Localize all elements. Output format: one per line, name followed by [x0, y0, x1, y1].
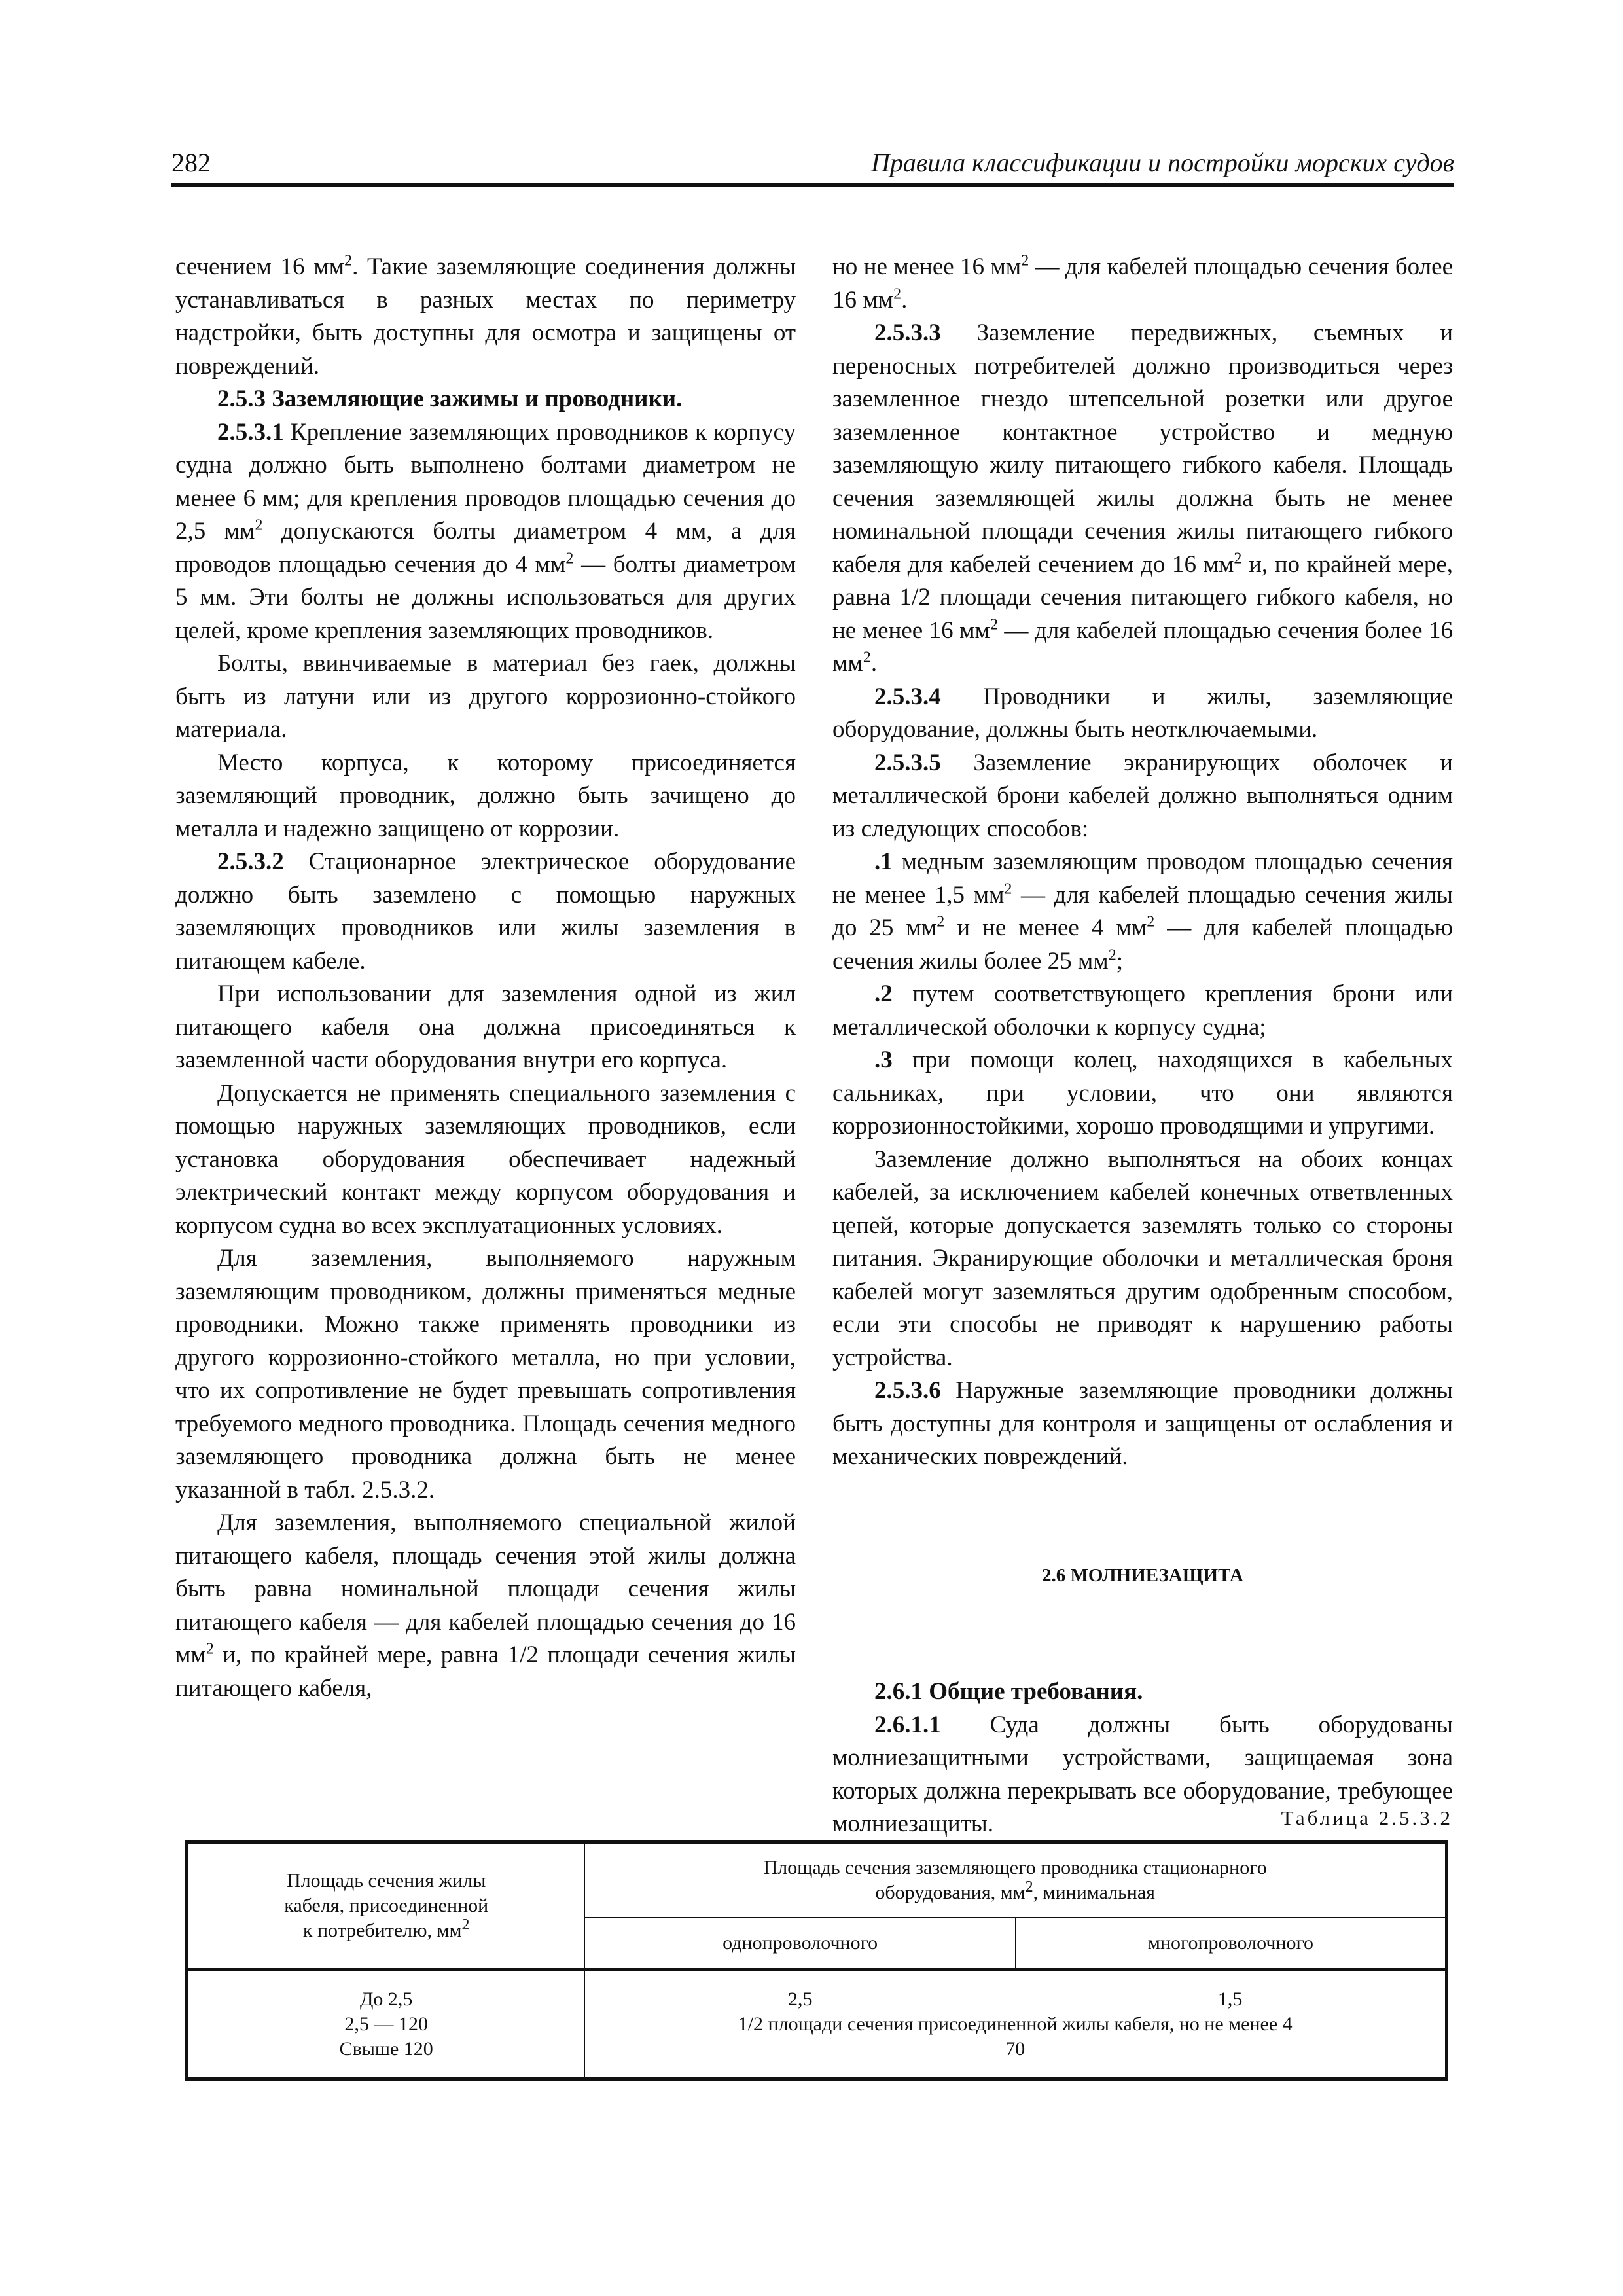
left-column [175, 251, 796, 1705]
table-2-5-3-2 [185, 1840, 1448, 2081]
clause-2-5-3-1: 2.5.3.1 Крепление заземляющих проводников к корпусу судна должно быть выполнено болтами диаметром не менее 6 мм; для крепления проводов площадью сечения до 2,5 $мм^2$ допускаются болты диаметром 4 мм, а для проводов площадью сечения до 4 $мм^2$ — болты диаметром 5 мм. Эти болты не должны использоваться для других целей, кроме крепления заземляющих проводников. [175, 418, 796, 644]
table-caption: Таблица 2.5.3.2 [1281, 1806, 1453, 1829]
list-item: .3 при помощи колец, находящихся в кабельных сальниках, при условии, что они являются коррозионностойкими, хорошо проводящими и упругими. [832, 1047, 1453, 1139]
paragraph: сечением 16 $мм^2$. Такие заземляющие соединения должны устанавливаться в разных местах по периметру надстройки, быть доступны для осмотра и защищены от повреждений. [175, 252, 796, 380]
paragraph: Допускается не применять специального заземления с помощью наружных заземляющих проводников, если установка оборудования обеспечивает надежный электрический контакт между корпусом оборудования и корпусом судна во всех эксплуатационных условиях. [175, 1079, 796, 1239]
paragraph: Болты, ввинчиваемые в материал без гаек, должны быть из латуни или из другого коррозионно-стойкого материала. [175, 650, 796, 743]
paragraph: Заземление должно выполняться на обоих концах кабелей, за исключением кабелей конечных ответвленных цепей, которые допускается заземлять только со стороны питания. Экранирующие оболочки и металлическая броня кабелей могут заземляться другим одобренным способом, если эти способы не приводят к нарушению работы устройства. [832, 1145, 1453, 1371]
table-row [187, 1970, 1447, 2079]
right-column [832, 251, 1453, 1841]
table-subheader-cell: многопроволочного [1016, 1918, 1447, 1970]
table-cell: До 2,5 2,5 — 120 Свыше 120 [187, 1970, 585, 2079]
paragraph: Для заземления, выполняемого специальной жилой питающего кабеля, площадь сечения этой жилы должна быть равна номинальной площади сечения жилы питающего кабеля — для кабелей площадью сечения до 16 $мм^2$ и, по крайней мере, равна 1/2 площади сечения жилы питающего кабеля, [175, 1509, 796, 1702]
paragraph: Место корпуса, к которому присоединяется заземляющий проводник, должно быть зачищено до металла и надежно защищено от коррозии. [175, 749, 796, 842]
section-heading: 2.6 МОЛНИЕЗАЩИТА [1042, 1564, 1243, 1586]
paragraph: но не менее 16 $мм^2$ — для кабелей площадью сечения более 16 $мм^2$. [832, 252, 1453, 314]
clause-2-5-3-2: 2.5.3.2 Стационарное электрическое оборудование должно быть заземлено с помощью наружных заземляющих проводников или жилы заземления в питающем кабеле. [175, 848, 796, 975]
page-header [171, 145, 1454, 187]
clause-2-5-3-4: 2.5.3.4 Проводники и жилы, заземляющие оборудование, должны быть неотключаемыми. [832, 683, 1453, 743]
paragraph: При использовании для заземления одной из жил питающего кабеля она должна присоединяться к заземленной части оборудования внутри его корпуса. [175, 980, 796, 1073]
table-cell: 2,5 1,5 1/2 площади сечения присоединенной жилы кабеля, но не менее 4 70 [584, 1970, 1446, 2079]
subsection-heading: 2.6.1 Общие требования. [874, 1678, 1143, 1705]
table-header-cell: Площадь сечения заземляющего проводника стационарного оборудования, $мм^2$, минимальная [584, 1842, 1446, 1918]
subsection-heading: 2.5.3 Заземляющие зажимы и проводники. [217, 386, 683, 412]
page-number: 282 [171, 148, 211, 177]
clause-2-6-1-1: 2.6.1.1 Суда должны быть оборудованы молниезащитными устройствами, защищаемая зона которых должна перекрывать все оборудование, требующее молниезащиты. [832, 1711, 1453, 1837]
clause-2-5-3-3: 2.5.3.3 Заземление передвижных, съемных и переносных потребителей должно производиться через заземленное гнездо штепсельной розетки или другое заземленное контактное устройство и медную заземляющую жилу питающего гибкого кабеля. Площадь сечения заземляющей жилы должна быть не менее номинальной площади сечения жилы питающего гибкого кабеля для кабелей сечением до 16 $мм^2$ и, по крайней мере, равна 1/2 площади сечения питающего гибкого кабеля, но не менее 16 $мм^2$ — для кабелей площадью сечения более 16 $мм^2$. [832, 319, 1453, 677]
paragraph: Для заземления, выполняемого наружным заземляющим проводником, должны применяться медные проводники. Можно также применять проводники из другого коррозионно-стойкого металла, но при условии, что их сопротивление не будет превышать сопротивления требуемого медного проводника. Площадь сечения медного заземляющего проводника должна быть не менее указанной в табл. 2.5.3.2. [175, 1245, 796, 1503]
clause-2-5-3-6: 2.5.3.6 Наружные заземляющие проводники должны быть доступны для контроля и защищены от ослабления и механических повреждений. [832, 1377, 1453, 1470]
list-item: .2 путем соответствующего крепления брони или металлической оболочки к корпусу судна; [832, 980, 1453, 1041]
table-header-cell: Площадь сечения жилы кабеля, присоединенной к потребителю, $мм^2$ [187, 1842, 585, 1970]
running-title: Правила классификации и постройки морских судов [870, 148, 1454, 177]
list-item: .1 медным заземляющим проводом площадью сечения не менее 1,5 $мм^2$ — для кабелей площадью сечения жилы до 25 $мм^2$ и не менее 4 $мм^2$ — для кабелей площадью сечения жилы более 25 $мм^2$; [832, 848, 1453, 975]
clause-2-5-3-5: 2.5.3.5 Заземление экранирующих оболочек и металлической брони кабелей должно выполняться одним из следующих способов: [832, 749, 1453, 842]
table-subheader-cell: однопроволочного [584, 1918, 1016, 1970]
